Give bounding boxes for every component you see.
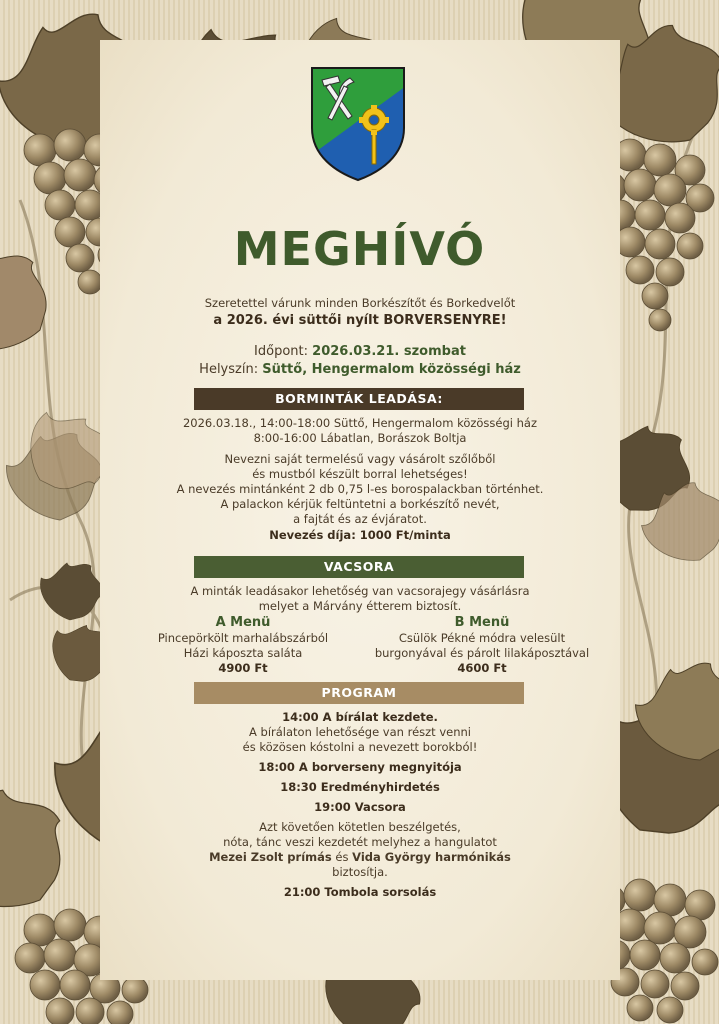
samples-rule-4: A palackon kérjük feltüntetni a borkészítő nevét, — [220, 497, 500, 511]
menu-a-line-1: Pincepörkölt marhalábszárból — [157, 631, 329, 645]
date-label: Időpont: — [254, 344, 309, 359]
dinner-heading: VACSORA — [194, 556, 524, 578]
program-after-3: biztosítja. — [332, 865, 388, 879]
place-label: Helyszín: — [199, 362, 259, 377]
musician-1: Mezei Zsolt prímás — [209, 850, 332, 864]
program-after-1: Azt követően kötetlen beszélgetés, — [259, 820, 461, 834]
menu-b-line-1: Csülök Pékné módra velesült — [398, 631, 566, 645]
program-after-2: nóta, tánc veszi kezdetét melyhez a hangulatot — [223, 835, 497, 849]
menu-b-title: B Menü — [454, 615, 510, 630]
intro-line-1: Szeretettel várunk minden Borkészítőt és Borkedvelőt — [204, 296, 516, 310]
dinner-line-1: A minták leadásakor lehetőség van vacsorajegy vásárlásra — [190, 584, 530, 598]
program-event-opening: 18:00 A borverseny megnyitója — [258, 760, 462, 774]
menu-b — [357, 614, 607, 676]
coat-of-arms-icon — [310, 66, 406, 182]
program-heading: PROGRAM — [194, 682, 524, 704]
samples-rule-2: és mustból készült borral lehetséges! — [252, 467, 468, 481]
date-row — [140, 344, 580, 359]
program-judging-desc-1: A bírálaton lehetősége van részt venni — [249, 725, 471, 739]
samples-line-1: 2026.03.18., 14:00-18:00 Süttő, Hengermalom közösségi ház — [182, 416, 538, 430]
menu-b-price: 4600 Ft — [457, 661, 507, 675]
menu-a-price: 4900 Ft — [218, 661, 268, 675]
samples-rule-1: Nevezni saját termelésű vagy vásárolt szőlőből — [224, 452, 496, 466]
program-event-raffle: 21:00 Tombola sorsolás — [283, 885, 437, 899]
menu-a — [118, 614, 368, 676]
page-title: MEGHÍVÓ — [233, 222, 486, 276]
program-judging-desc-2: és közösen kóstolni a nevezett borokból! — [242, 740, 478, 754]
musicians-and: és — [331, 850, 353, 864]
intro-line-2: a 2026. évi süttői nyílt BORVERSENYRE! — [213, 313, 507, 328]
place-row — [140, 362, 580, 377]
program-musicians — [140, 850, 580, 865]
samples-rule-5: a fajtát és az évjáratot. — [293, 512, 427, 526]
musician-2: Vida György harmónikás — [352, 850, 511, 864]
entry-fee: Nevezés díja: 1000 Ft/minta — [269, 528, 451, 542]
samples-rule-3: A nevezés mintánként 2 db 0,75 l-es borospalackban történhet. — [176, 482, 544, 496]
program-event-results: 18:30 Eredményhirdetés — [280, 780, 440, 794]
samples-line-2: 8:00-16:00 Lábatlan, Borászok Boltja — [253, 431, 467, 445]
dinner-line-2: melyet a Márvány étterem biztosít. — [258, 599, 462, 613]
menu-a-line-2: Házi káposzta saláta — [183, 646, 303, 660]
program-list — [140, 710, 580, 900]
program-event-dinner: 19:00 Vacsora — [314, 800, 406, 814]
menu-a-title: A Menü — [215, 615, 271, 630]
date-value: 2026.03.21. szombat — [312, 344, 466, 359]
menu-b-line-2: burgonyával és párolt lilakáposztával — [374, 646, 590, 660]
program-event-judging: 14:00 A bírálat kezdete. — [282, 710, 438, 724]
samples-heading: BORMINTÁK LEADÁSA: — [194, 388, 524, 410]
place-value: Süttő, Hengermalom közösségi ház — [262, 362, 521, 377]
